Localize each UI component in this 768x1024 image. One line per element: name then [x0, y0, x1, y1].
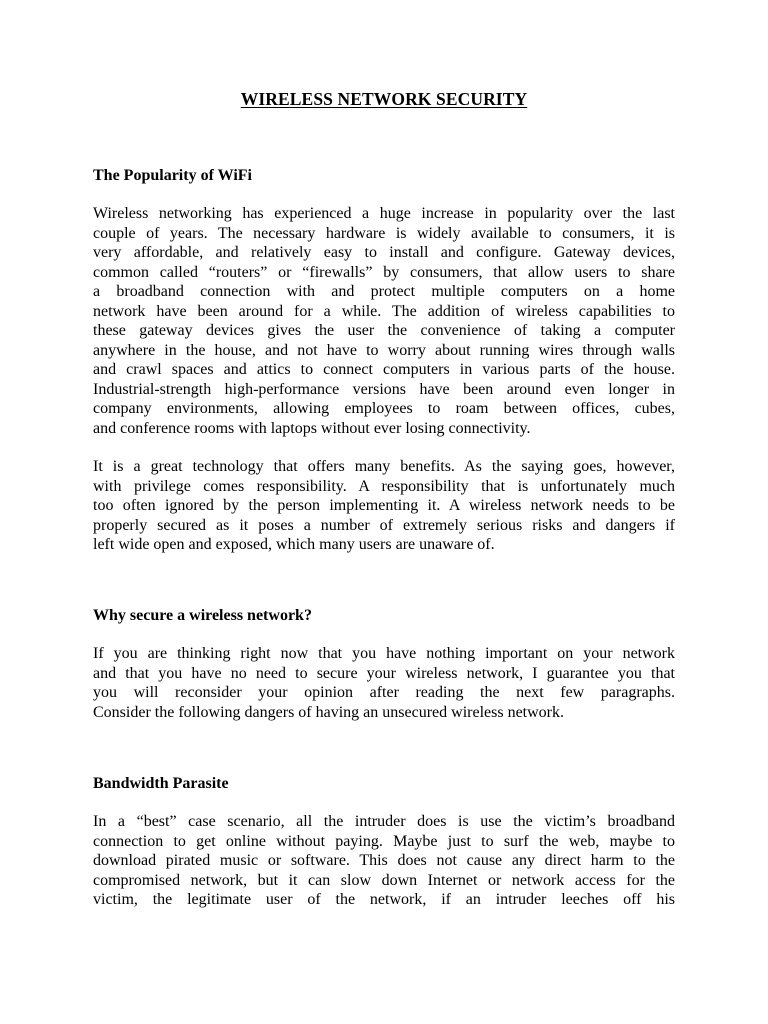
paragraph-line: and crawl spaces and attics to connect computers in various parts of the house. [93, 361, 675, 379]
paragraph-popularity-1 [93, 204, 675, 439]
paragraph-why-secure [93, 644, 675, 722]
paragraph-line: too often ignored by the person implementing it. A wireless network needs to be [93, 497, 675, 515]
paragraph-line: connection to get online without paying. Maybe just to surf the web, maybe to [93, 832, 675, 850]
paragraph-line: a broadband connection with and protect multiple computers on a home [93, 283, 675, 301]
paragraph-line: Wireless networking has experienced a huge increase in popularity over the last [93, 205, 675, 222]
paragraph-line: with privilege comes responsibility. A responsibility that is unfortunately much [93, 477, 675, 495]
paragraph-line: compromised network, but it can slow down Internet or network access for the [93, 871, 675, 889]
paragraph-line: very affordable, and relatively easy to install and configure. Gateway devices, [93, 244, 675, 262]
document-title: WIRELESS NETWORK SECURITY [240, 89, 528, 109]
paragraph-line: company environments, allowing employees to roam between offices, cubes, [93, 400, 675, 418]
paragraph-line: anywhere in the house, and not have to worry about running wires through walls [93, 341, 675, 359]
paragraph-line: victim, the legitimate user of the network, if an intruder leeches off his [93, 891, 675, 909]
paragraph-line: It is a great technology that offers many benefits. As the saying goes, however, [93, 458, 675, 475]
paragraph-line: and conference rooms with laptops without ever losing connectivity. [93, 420, 531, 438]
section-heading-popularity-of-wifi: The Popularity of WiFi [93, 167, 252, 184]
section-heading-bandwidth-parasite: Bandwidth Parasite [93, 775, 229, 792]
paragraph-line: and that you have no need to secure your wireless network, I guarantee you that [93, 664, 675, 682]
paragraph-line: Consider the following dangers of having an unsecured wireless network. [93, 703, 564, 721]
paragraph-line: left wide open and exposed, which many users are unaware of. [93, 536, 495, 554]
paragraph-line: network have been around for a while. The addition of wireless capabilities to [93, 302, 675, 320]
paragraph-line: you will reconsider your opinion after reading the next few paragraphs. [93, 684, 675, 702]
document-page [93, 0, 675, 1024]
section-heading-why-secure: Why secure a wireless network? [93, 607, 312, 624]
paragraph-bandwidth-parasite [93, 812, 675, 910]
paragraph-line: common called “routers” or “firewalls” by consumers, that allow users to share [93, 263, 675, 281]
paragraph-line: Industrial-strength high-performance versions have been around even longer in [93, 380, 675, 398]
paragraph-line: In a “best” case scenario, all the intruder does is use the victim’s broadband [93, 813, 675, 830]
paragraph-line: couple of years. The necessary hardware is widely available to consumers, it is [93, 224, 675, 242]
paragraph-popularity-2 [93, 457, 675, 555]
paragraph-line: properly secured as it poses a number of extremely serious risks and dangers if [93, 516, 675, 534]
paragraph-line: If you are thinking right now that you have nothing important on your network [93, 645, 675, 662]
paragraph-line: these gateway devices gives the user the convenience of taking a computer [93, 322, 675, 340]
paragraph-line: download pirated music or software. This does not cause any direct harm to the [93, 852, 675, 870]
